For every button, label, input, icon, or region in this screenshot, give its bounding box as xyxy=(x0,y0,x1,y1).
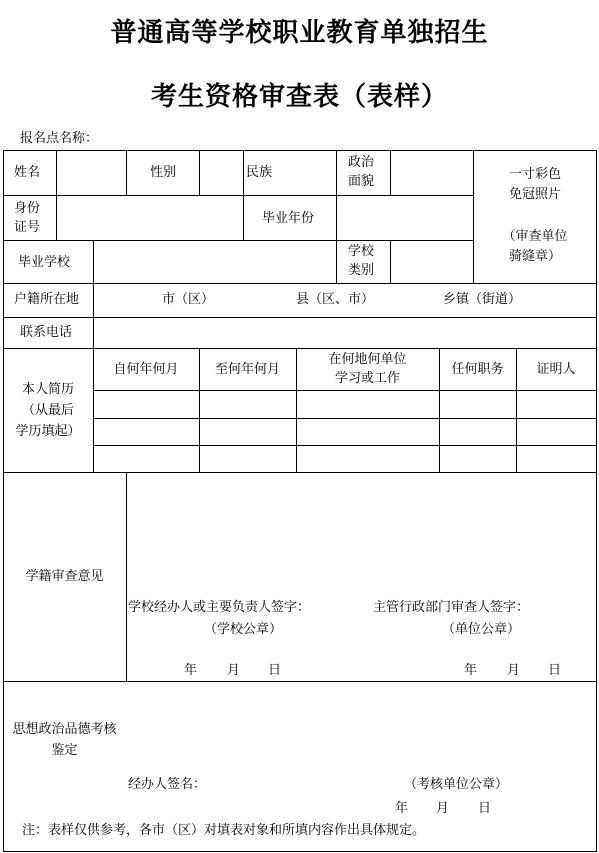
moral-assessment-label-line2: 鉴定 xyxy=(51,743,78,758)
photo-note-line1: 一寸彩色 xyxy=(508,167,561,182)
admin-date-day: 日 xyxy=(548,663,562,678)
resume-col-where-line1: 在何地何单位 xyxy=(328,352,407,367)
school-type-label-line1: 学校 xyxy=(348,244,375,259)
admin-date-month: 月 xyxy=(507,663,521,678)
ethnicity-label: 民族 xyxy=(246,165,273,180)
household-city-label: 市（区） xyxy=(162,292,215,307)
admin-date-year: 年 xyxy=(464,663,478,678)
school-date-month: 月 xyxy=(227,663,241,678)
political-label-line1: 政治 xyxy=(348,155,375,170)
grad-year-label: 毕业年份 xyxy=(262,211,315,226)
household-town-label: 乡镇（街道） xyxy=(443,292,522,307)
school-seal-label: （学校公章） xyxy=(204,622,283,637)
admin-signature-label: 主管行政部门审查人签字： xyxy=(373,600,530,615)
political-label-line2: 面貌 xyxy=(348,174,375,189)
school-date-year: 年 xyxy=(184,663,198,678)
moral-date-year: 年 xyxy=(395,801,409,816)
school-date-day: 日 xyxy=(268,663,282,678)
household-label: 户籍所在地 xyxy=(14,292,80,307)
school-signature-label: 学校经办人或主要负责人签字： xyxy=(128,600,311,615)
moral-assessment-label-line1: 思想政治品德考核 xyxy=(12,722,117,737)
school-type-label-line2: 类别 xyxy=(348,263,375,278)
household-county-label: 县（区、市） xyxy=(296,292,375,307)
id-label-line2: 证号 xyxy=(14,220,41,235)
id-label-line1: 身份 xyxy=(14,201,41,216)
assessment-seal-label: （考核单位公章） xyxy=(404,777,509,792)
resume-col-to: 至何年何月 xyxy=(214,362,280,377)
resume-col-post: 任何职务 xyxy=(451,362,504,377)
phone-label: 联系电话 xyxy=(20,325,73,340)
grad-school-label: 毕业学校 xyxy=(18,255,71,270)
admin-seal-label: （单位公章） xyxy=(442,622,521,637)
registry-review-label: 学籍审查意见 xyxy=(25,569,104,584)
form-title-line1: 普通高等学校职业教育单独招生 xyxy=(110,18,489,48)
moral-date-day: 日 xyxy=(478,801,492,816)
handler-signature-label: 经办人签名： xyxy=(128,777,207,792)
footnote: 注：表样仅供参考，各市（区）对填表对象和所填内容作出具体规定。 xyxy=(22,823,426,838)
registration-site-label: 报名点名称： xyxy=(20,131,99,146)
photo-note-line2: 免冠照片 xyxy=(508,187,561,202)
photo-note-line4: 骑缝章） xyxy=(508,249,561,264)
resume-label-line3: 学历填起） xyxy=(15,424,81,439)
resume-col-where-line2: 学习或工作 xyxy=(334,371,400,386)
name-label: 姓名 xyxy=(14,165,41,180)
moral-date-month: 月 xyxy=(436,801,450,816)
resume-label-line2: （从最后 xyxy=(21,403,74,418)
form-title-line2: 考生资格审查表（表样） xyxy=(150,82,448,112)
resume-col-witness: 证明人 xyxy=(536,362,576,377)
gender-label: 性别 xyxy=(150,165,177,180)
photo-note-line3: （审查单位 xyxy=(502,229,568,244)
resume-label-line1: 本人简历 xyxy=(21,382,74,397)
resume-col-from: 自何年何月 xyxy=(113,362,179,377)
